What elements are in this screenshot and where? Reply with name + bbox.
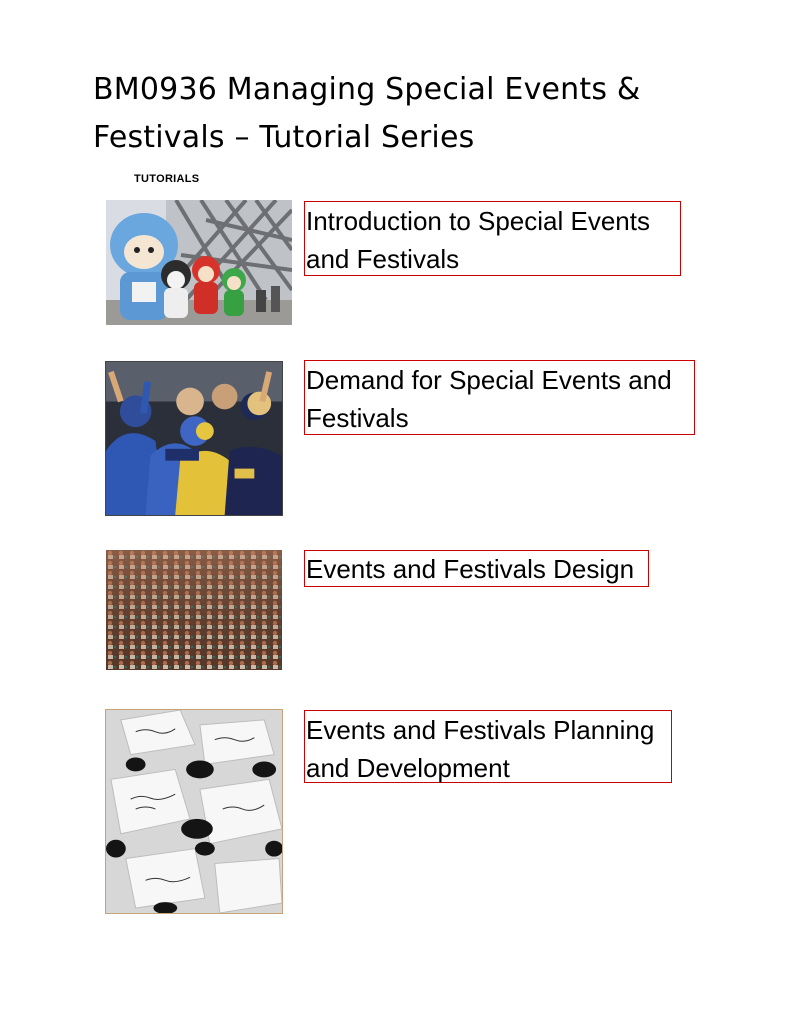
page-title: BM0936 Managing Special Events & Festivals – Tutorial Series (93, 72, 641, 155)
olympic-mascots-photo (106, 200, 292, 325)
place-cards-illustration (106, 710, 282, 913)
place-cards-photo (105, 709, 283, 914)
tutorial-link-introduction[interactable]: Introduction to Special Events and Festivals (304, 201, 681, 276)
tutorial-link-design[interactable]: Events and Festivals Design (304, 550, 649, 587)
painted-sports-fans-photo (105, 361, 283, 516)
crowd-formation-illustration (106, 550, 282, 670)
crowd-formation-photo (106, 550, 282, 670)
tutorial-link-planning[interactable]: Events and Festivals Planning and Development (304, 710, 672, 783)
olympic-mascots-illustration (106, 200, 292, 325)
section-label: TUTORIALS (134, 173, 200, 185)
tutorial-link-demand[interactable]: Demand for Special Events and Festivals (304, 360, 695, 435)
sports-fans-illustration (106, 362, 282, 515)
